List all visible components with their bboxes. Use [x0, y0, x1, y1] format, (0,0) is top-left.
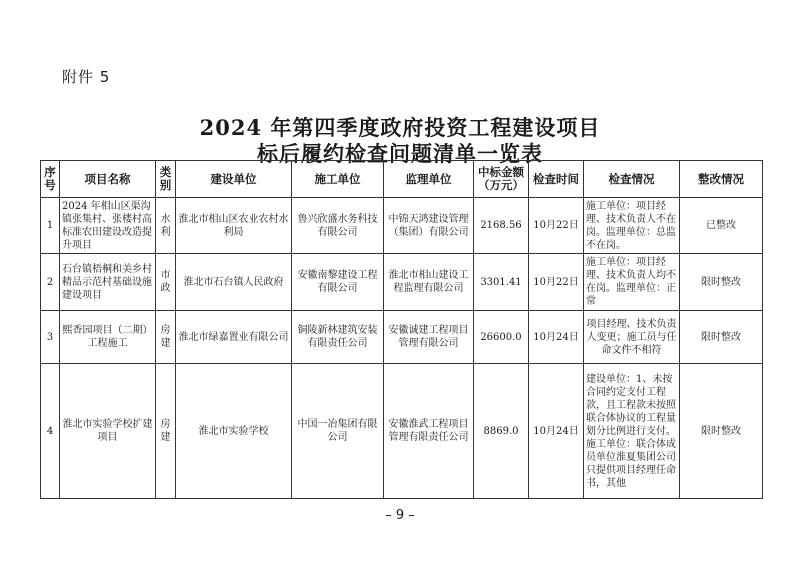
cell-bid-amount: 8869.0 [474, 364, 529, 499]
cell-category: 房建 [156, 311, 176, 364]
cell-inspect-time: 10月24日 [529, 311, 584, 364]
cell-supervisor: 中锦天鸿建设管理（集团）有限公司 [384, 198, 474, 254]
header-contractor: 施工单位 [292, 161, 384, 198]
cell-bid-amount: 26600.0 [474, 311, 529, 364]
table-header-row [41, 161, 763, 198]
cell-rectify-status: 限时整改 [680, 311, 763, 364]
cell-contractor: 中国一冶集团有限公司 [292, 364, 384, 499]
cell-supervisor: 安徽淮武工程项目管理有限责任公司 [384, 364, 474, 499]
cell-project-name: 2024 年相山区渠沟镇张集村、张楼村高标准农田建设改造提升项目 [60, 198, 156, 254]
cell-rectify-status: 限时整改 [680, 364, 763, 499]
cell-seq: 3 [41, 311, 60, 364]
cell-inspect-result: 施工单位：项目经理、技术负责人均不在岗。监理单位：正常 [584, 254, 680, 311]
cell-seq: 4 [41, 364, 60, 499]
cell-seq: 1 [41, 198, 60, 254]
cell-project-name: 熙香园项目（二期）工程施工 [60, 311, 156, 364]
cell-inspect-result: 施工单位：项目经理、技术负责人不在岗。监理单位：总监不在岗。 [584, 198, 680, 254]
page-number: – 9 – [385, 508, 415, 523]
cell-inspect-result: 建设单位：1、未按合同约定支付工程款，且工程款未按照联合体协议的工程量划分比例进行支付。施工单位：联合体成员单位淮夏集团公司只提供项目经理任命书，其他 [584, 364, 680, 499]
cell-category: 房建 [156, 364, 176, 499]
header-owner: 建设单位 [176, 161, 292, 198]
cell-category: 水利 [156, 198, 176, 254]
cell-owner: 淮北市绿嘉置业有限公司 [176, 311, 292, 364]
header-inspect-time: 检查时间 [529, 161, 584, 198]
cell-inspect-time: 10月22日 [529, 254, 584, 311]
cell-contractor: 铜陵新林建筑安装有限责任公司 [292, 311, 384, 364]
cell-supervisor: 淮北市相山建设工程监理有限公司 [384, 254, 474, 311]
document-title-line2: 标后履约检查问题清单一览表 [257, 141, 543, 166]
cell-project-name: 石台镇梧桐和美乡村精品示范村基础设施建设项目 [60, 254, 156, 311]
cell-owner: 淮北市相山区农业农村水利局 [176, 198, 292, 254]
cell-bid-amount: 3301.41 [474, 254, 529, 311]
cell-seq: 2 [41, 254, 60, 311]
table-row [41, 311, 763, 364]
cell-contractor: 鲁兴欣盛水务科技有限公司 [292, 198, 384, 254]
header-rectify-status: 整改情况 [680, 161, 763, 198]
header-seq: 序号 [41, 161, 60, 198]
header-inspect-result: 检查情况 [584, 161, 680, 198]
cell-contractor: 安徽南黎建设工程有限公司 [292, 254, 384, 311]
header-supervisor: 监理单位 [384, 161, 474, 198]
header-category: 类别 [156, 161, 176, 198]
cell-bid-amount: 2168.56 [474, 198, 529, 254]
inspection-issue-table [40, 160, 763, 499]
cell-supervisor: 安徽诚建工程项目管理有限公司 [384, 311, 474, 364]
document-title-line1: 2024 年第四季度政府投资工程建设项目 [199, 115, 601, 140]
table-row [41, 254, 763, 311]
cell-rectify-status: 已整改 [680, 198, 763, 254]
cell-inspect-result: 项目经理、技术负责人变更；施工员与任命文件不相符 [584, 311, 680, 364]
table-row [41, 364, 763, 499]
header-project-name: 项目名称 [60, 161, 156, 198]
cell-rectify-status: 限时整改 [680, 254, 763, 311]
cell-project-name: 淮北市实验学校扩建项目 [60, 364, 156, 499]
table-row [41, 198, 763, 254]
cell-inspect-time: 10月22日 [529, 198, 584, 254]
header-bid-amount: 中标金额（万元） [474, 161, 529, 198]
cell-category: 市政 [156, 254, 176, 311]
cell-owner: 淮北市实验学校 [176, 364, 292, 499]
cell-inspect-time: 10月24日 [529, 364, 584, 499]
cell-owner: 淮北市石台镇人民政府 [176, 254, 292, 311]
attachment-label: 附件 5 [62, 68, 111, 86]
